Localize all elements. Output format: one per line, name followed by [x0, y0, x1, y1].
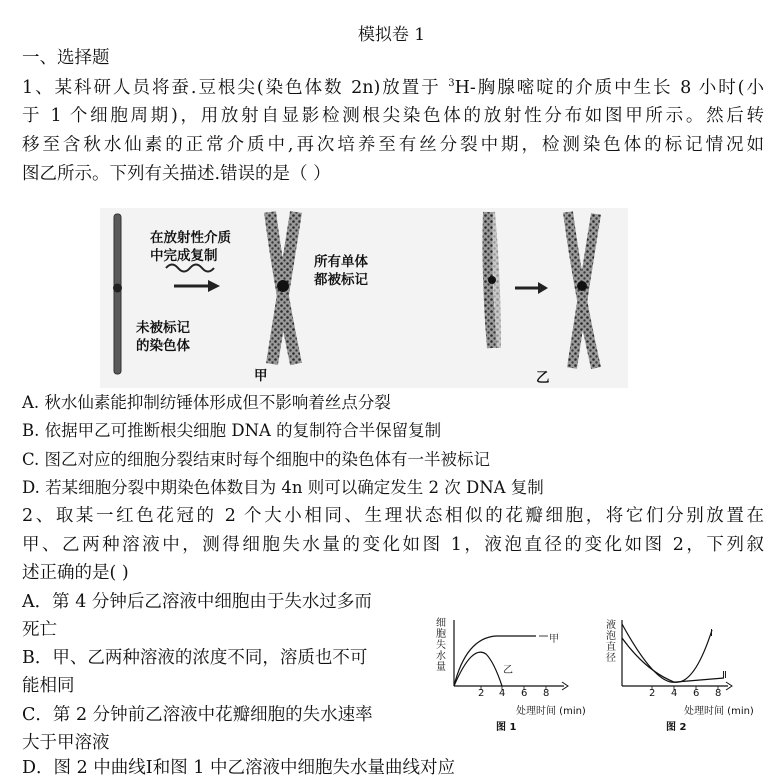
graph2-svg	[606, 616, 776, 696]
label-unlabeled-2: 的染色体	[136, 338, 190, 354]
graph2-tick: 4	[671, 688, 678, 699]
graph2-tick: 6	[693, 688, 700, 699]
graph1-tick: 4	[499, 688, 506, 699]
q1-option-d: D. 若某细胞分裂中期染色体数目为 4n 则可以确定发生 2 次 DNA 复制	[22, 478, 544, 497]
label-all-labeled-1: 所有单体	[314, 254, 368, 270]
graph1-tick: 8	[543, 688, 550, 699]
q1-line-4: 图乙所示。下列有关描述.错误的是（ ）	[22, 164, 331, 184]
chromosome-b-right	[568, 212, 596, 368]
graph1-ylabel-char: 量	[436, 662, 446, 673]
graph2-curve-II	[622, 624, 724, 682]
graph2-tick: 2	[649, 688, 656, 699]
graph1-curve-jia	[454, 636, 536, 686]
wavy-line	[166, 265, 214, 272]
graph1-tick: 6	[521, 688, 528, 699]
graph2-ylabel-char: 直	[606, 642, 616, 653]
graph-2	[606, 616, 776, 736]
graph1-ylabel-char: 胞	[436, 629, 446, 640]
graph1-tick: 2	[478, 688, 485, 699]
caption-yi: 乙	[536, 370, 550, 386]
graph2-ylabel-char: 液	[606, 620, 616, 631]
q1-line-1b: H-胸腺嘧啶的介质中生长 8 小时(小	[454, 78, 764, 98]
label-all-labeled-2: 都被标记	[314, 272, 368, 288]
q2-option-b-1: B．甲、乙两种溶液的浓度不同，溶质也不可	[22, 648, 368, 668]
label-replication-2: 中完成复制	[150, 248, 218, 264]
q2-line-1: 2、取某一红色花冠的 2 个大小相同、生理状态相似的花瓣细胞，将它们分别放置在	[22, 506, 764, 526]
graph2-ylabel-char: 泡	[606, 631, 616, 642]
q2-option-b-2: 能相同	[22, 676, 75, 696]
chromosome-b-left	[488, 212, 499, 348]
chromosome-figure	[100, 208, 628, 388]
unlabeled-chromosome	[114, 214, 121, 374]
graph1-svg	[436, 616, 604, 696]
graph1-ylabel-char: 细	[436, 618, 446, 629]
graph2-series-I: Ⅰ	[710, 628, 713, 639]
q2-option-c-2: 大于甲溶液	[22, 733, 110, 753]
graph2-ylabel-char: 径	[606, 653, 616, 664]
label-replication-1: 在放射性介质	[150, 230, 231, 246]
q2-option-a-1: A．第 4 分钟后乙溶液中细胞由于失水过多而	[22, 592, 372, 612]
q2-line-3: 述正确的是( )	[22, 563, 129, 583]
q1-option-b: B. 依据甲乙可推断根尖细胞 DNA 的复制符合半保留复制	[22, 421, 442, 440]
graph1-series-yi: 乙	[503, 665, 513, 676]
centromere	[113, 284, 122, 293]
q2-option-d-partial: D．图 2 中曲线Ⅰ和图 1 中乙溶液中细胞失水量曲线对应	[22, 758, 455, 778]
q1-line-2: 于 1 个细胞周期)，用放射自显影检测根尖染色体的放射性分布如图甲所示。然后转	[22, 106, 764, 126]
graph1-ylabel-char: 失	[436, 640, 446, 651]
q2-line-2: 甲、乙两种溶液中，测得细胞失水量的变化如图 1，液泡直径的变化如图 2，下列叙	[22, 535, 764, 555]
graph2-tick: 8	[715, 688, 722, 699]
graph2-curve-I	[622, 630, 712, 682]
q1-line-3: 移至含秋水仙素的正常介质中,再次培养至有丝分裂中期，检测染色体的标记情况如	[22, 135, 764, 155]
q1-option-c: C. 图乙对应的细胞分裂结束时每个细胞中的染色体有一半被标记	[22, 450, 491, 469]
caption-jia: 甲	[254, 368, 268, 384]
q1-line-1	[22, 74, 764, 102]
graph1-series-jia: 甲	[549, 634, 559, 645]
graph1-caption: 图 1	[496, 722, 517, 733]
graph1-ylabel-char: 水	[436, 651, 446, 662]
graph-1	[436, 616, 604, 736]
q2-option-c-1: C．第 2 分钟前乙溶液中花瓣细胞的失水速率	[22, 705, 373, 725]
labeled-chromosome-a	[270, 212, 296, 364]
graph1-curve-yi	[454, 652, 502, 686]
graph1-xlabel: 处理时间 (min)	[516, 706, 586, 717]
section-heading: 一、选择题	[22, 48, 110, 68]
page-title: 模拟卷 1	[357, 25, 426, 45]
graph2-caption: 图 2	[666, 722, 687, 733]
graph2-series-II: Ⅱ	[722, 670, 727, 681]
isotope-superscript: 3	[448, 78, 455, 90]
graph2-xlabel: 处理时间 (min)	[684, 706, 754, 717]
label-unlabeled-1: 未被标记	[136, 320, 190, 336]
q1-option-a: A. 秋水仙素能抑制纺锤体形成但不影响着丝点分裂	[22, 393, 391, 412]
q1-line-1a: 1、某科研人员将蚕.豆根尖(染色体数 2n)放置于	[22, 78, 449, 98]
q2-option-a-2: 死亡	[22, 620, 57, 640]
